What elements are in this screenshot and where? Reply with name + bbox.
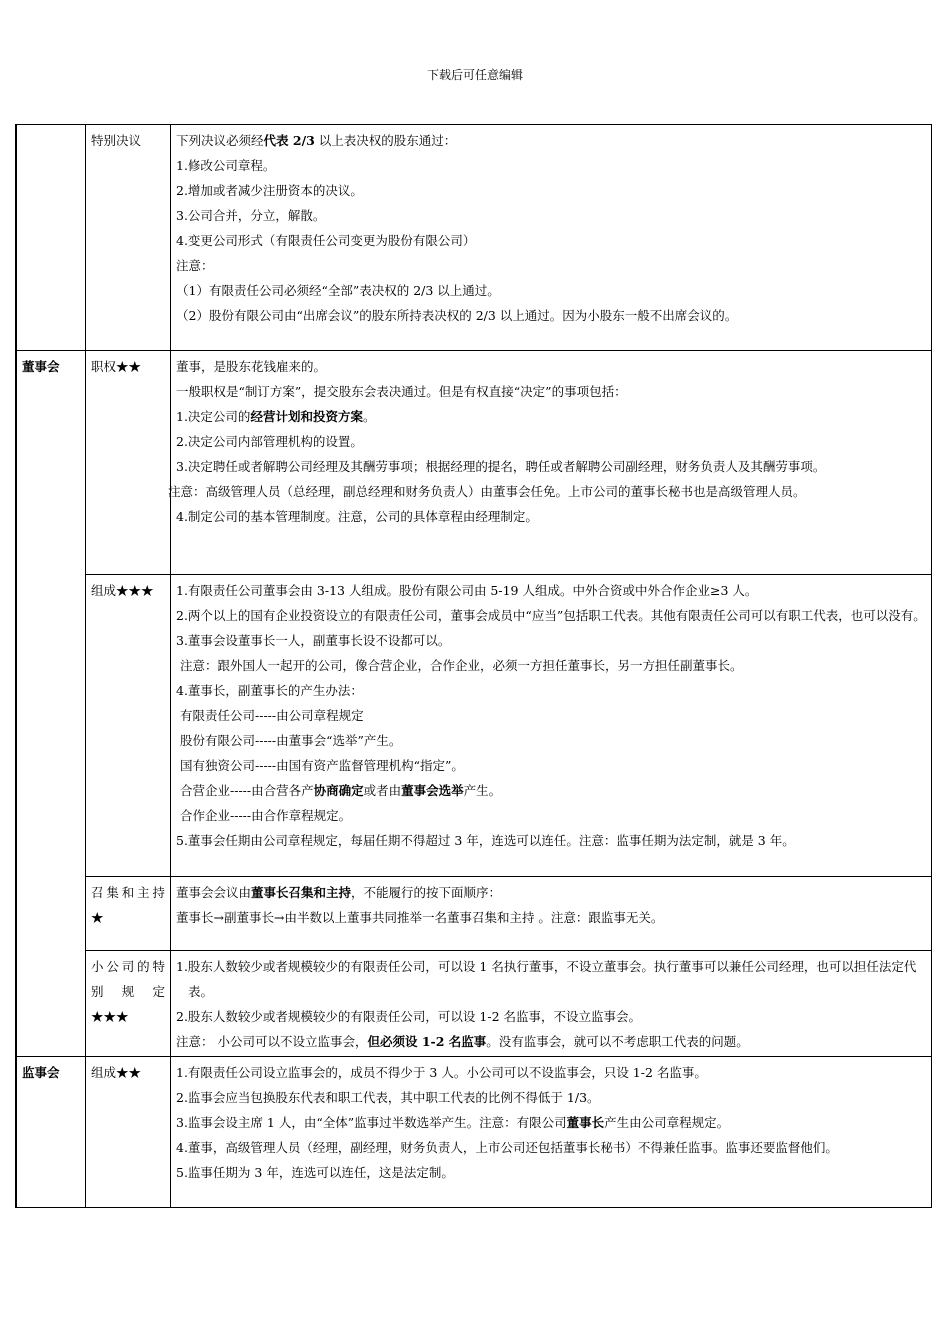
text-line: 4.董事，高级管理人员（经理，副经理，财务负责人，上市公司还包括董事长秘书）不得兼任监事。监事还要监督他们。 — [176, 1140, 838, 1155]
text-line: 2.股东人数较少或者规模较少的有限责任公司，可以设 1-2 名监事，不设立监事会。 — [176, 1009, 642, 1024]
text-line: 1.修改公司章程。 — [176, 158, 276, 173]
topic-cell: 小公司的特别规定★★★ — [86, 951, 171, 1057]
text-line: 3.决定聘任或者解聘公司经理及其酬劳事项；根据经理的提名，聘任或者解聘公司副经理，财务负责人及其酬劳事项。 — [176, 459, 826, 474]
text-line: 董事，是股东花钱雇来的。 — [176, 359, 327, 374]
text-line: 1.股东人数较少或者规模较少的有限责任公司，可以设 1 名执行董事，不设立董事会。执行董事可以兼任公司经理，也可以担任法定代表。 — [176, 959, 917, 999]
text-line: 注意：高级管理人员（总经理，副总经理和财务负责人）由董事会任免。上市公司的董事长秘书也是高级管理人员。 — [168, 484, 806, 499]
topic-cell: 召集和主持★ — [86, 877, 171, 951]
content-cell — [171, 575, 932, 877]
text-line: 3.公司合并，分立，解散。 — [176, 208, 326, 223]
section-cell: 监事会 — [17, 1057, 86, 1208]
table-row — [16, 575, 932, 877]
content-cell — [171, 1057, 932, 1208]
table-row — [16, 125, 932, 351]
table-row — [16, 877, 932, 951]
text-line: 1.有限责任公司董事会由 3-13 人组成。股份有限公司由 5-19 人组成。中外合资或中外合作企业≥3 人。 — [176, 583, 758, 598]
text-line: 有限责任公司-----由公司章程规定 — [180, 708, 364, 723]
text-line: 国有独资公司-----由国有资产监督管理机构“指定”。 — [180, 758, 464, 773]
text-line: 4.董事长，副董事长的产生办法： — [176, 683, 363, 698]
page-header: 下载后可任意编辑 — [426, 68, 523, 82]
text-line: 2.增加或者减少注册资本的决议。 — [176, 183, 363, 198]
text-line: 2.决定公司内部管理机构的设置。 — [176, 434, 363, 449]
text-line: （2）股份有限公司由“出席会议”的股东所持表决权的 2/3 以上通过。因为小股东一般不出席会议的。 — [176, 308, 738, 323]
text-line: 4.制定公司的基本管理制度。注意，公司的具体章程由经理制定。 — [176, 509, 538, 524]
content-cell — [171, 125, 932, 351]
text-line: 注意： 小公司可以不设立监事会，但必须设 1-2 名监事。没有监事会，就可以不考虑职工代表的问题。 — [176, 1034, 749, 1049]
text-line: 3.监事会设主席 1 人，由“全体”监事过半数选举产生。注意：有限公司董事长产生由公司章程规定。 — [176, 1115, 730, 1130]
content-table — [15, 124, 932, 1208]
table-row — [16, 1057, 932, 1208]
section-cell: 董事会 — [17, 351, 86, 1057]
topic-cell: 组成★★★ — [86, 575, 171, 877]
content-cell — [171, 877, 932, 951]
text-line: 注意： — [176, 258, 214, 273]
text-line: 股份有限公司-----由董事会“选举”产生。 — [180, 733, 402, 748]
text-line: 下列决议必须经代表 2/3 以上表决权的股东通过： — [176, 133, 457, 148]
table-row — [16, 351, 932, 575]
text-line: 2.两个以上的国有企业投资设立的有限责任公司，董事会成员中“应当”包括职工代表。其他有限责任公司可以有职工代表，也可以没有。 — [176, 608, 926, 623]
text-line: 1.决定公司的经营计划和投资方案。 — [176, 409, 376, 424]
text-line: 4.变更公司形式（有限责任公司变更为股份有限公司） — [176, 233, 476, 248]
text-line: （1）有限责任公司必须经“全部”表决权的 2/3 以上通过。 — [176, 283, 500, 298]
text-line: 注意：跟外国人一起开的公司，像合营企业，合作企业，必须一方担任董事长，另一方担任副董事长。 — [180, 658, 743, 673]
text-line: 合营企业-----由合营各产协商确定或者由董事会选举产生。 — [180, 783, 502, 798]
text-line: 合作企业-----由合作章程规定。 — [180, 808, 352, 823]
content-cell — [171, 951, 932, 1057]
table-row — [16, 951, 932, 1057]
text-line: 1.有限责任公司设立监事会的，成员不得少于 3 人。小公司可以不设监事会，只设 1-2 名监事。 — [176, 1065, 707, 1080]
text-line: 5.董事会任期由公司章程规定，每届任期不得超过 3 年，连选可以连任。注意：监事任期为法定制，就是 3 年。 — [176, 833, 795, 848]
text-line: 3.董事会设董事长一人，副董事长设不设都可以。 — [176, 633, 451, 648]
section-cell — [17, 125, 86, 351]
text-line: 一般职权是“制订方案”，提交股东会表决通过。但是有权直接“决定”的事项包括： — [176, 384, 627, 399]
text-line: 董事长→副董事长→由半数以上董事共同推举一名董事召集和主持 。注意：跟监事无关。 — [176, 910, 664, 925]
text-line: 5.监事任期为 3 年，连选可以连任，这是法定制。 — [176, 1165, 454, 1180]
text-line: 董事会会议由董事长召集和主持，不能履行的按下面顺序： — [176, 885, 502, 900]
topic-cell: 特别决议 — [86, 125, 171, 351]
topic-cell: 职权★★ — [86, 351, 171, 575]
content-cell — [168, 351, 932, 575]
topic-cell: 组成★★ — [86, 1057, 171, 1208]
text-line: 2.监事会应当包换股东代表和职工代表，其中职工代表的比例不得低于 1/3。 — [176, 1090, 600, 1105]
